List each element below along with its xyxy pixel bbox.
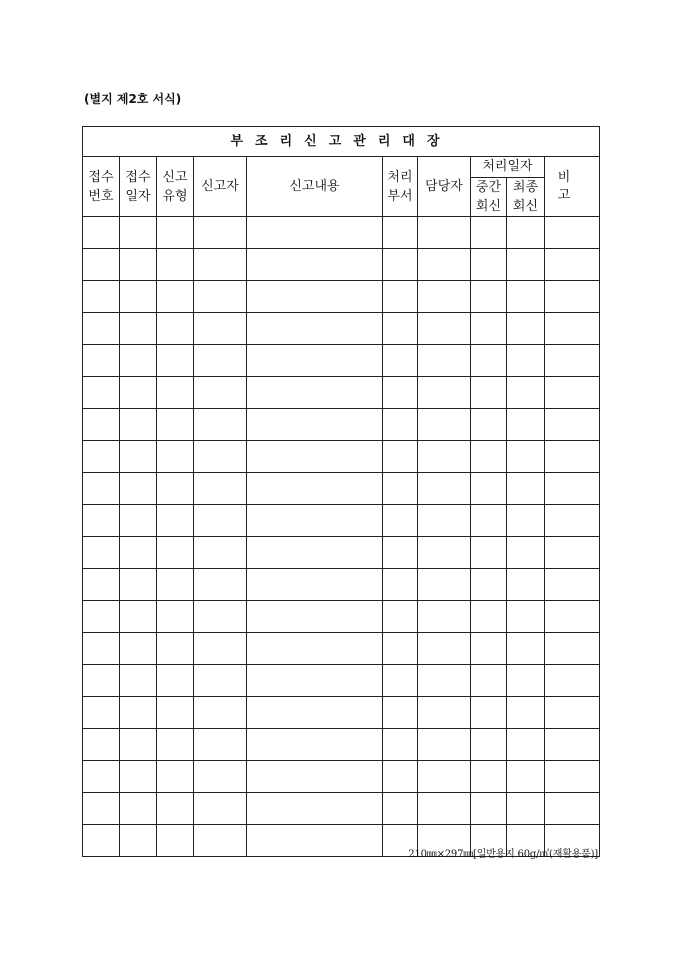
cell-receipt-number bbox=[83, 409, 120, 441]
report-ledger-table bbox=[82, 126, 600, 857]
cell-handling-dept bbox=[383, 537, 418, 569]
header-report-content: 신고내용 bbox=[247, 157, 383, 217]
cell-final-reply bbox=[507, 633, 545, 665]
cell-report-type bbox=[157, 473, 194, 505]
cell-interim-reply bbox=[471, 793, 507, 825]
cell-remarks bbox=[545, 377, 600, 409]
cell-handling-dept bbox=[383, 793, 418, 825]
table-row bbox=[83, 441, 600, 473]
cell-remarks bbox=[545, 281, 600, 313]
cell-reporter bbox=[194, 697, 247, 729]
cell-remarks bbox=[545, 217, 600, 249]
cell-reporter bbox=[194, 729, 247, 761]
cell-remarks bbox=[545, 761, 600, 793]
cell-reporter bbox=[194, 633, 247, 665]
cell-receipt-number bbox=[83, 313, 120, 345]
cell-report-type bbox=[157, 569, 194, 601]
cell-final-reply bbox=[507, 601, 545, 633]
cell-interim-reply bbox=[471, 217, 507, 249]
cell-reporter bbox=[194, 345, 247, 377]
cell-interim-reply bbox=[471, 729, 507, 761]
cell-report-content bbox=[247, 281, 383, 313]
cell-reporter bbox=[194, 409, 247, 441]
cell-receipt-number bbox=[83, 505, 120, 537]
cell-report-type bbox=[157, 825, 194, 857]
table-row bbox=[83, 281, 600, 313]
header-processing-date: 처리일자 bbox=[471, 157, 545, 178]
cell-handling-dept bbox=[383, 313, 418, 345]
cell-report-type bbox=[157, 665, 194, 697]
cell-receipt-date bbox=[120, 345, 157, 377]
cell-receipt-date bbox=[120, 729, 157, 761]
cell-receipt-number bbox=[83, 825, 120, 857]
cell-interim-reply bbox=[471, 697, 507, 729]
cell-report-type bbox=[157, 249, 194, 281]
cell-report-content bbox=[247, 729, 383, 761]
cell-final-reply bbox=[507, 537, 545, 569]
cell-interim-reply bbox=[471, 249, 507, 281]
cell-report-content bbox=[247, 537, 383, 569]
cell-receipt-date bbox=[120, 761, 157, 793]
cell-receipt-date bbox=[120, 249, 157, 281]
cell-remarks bbox=[545, 633, 600, 665]
cell-report-type bbox=[157, 697, 194, 729]
cell-report-type bbox=[157, 793, 194, 825]
cell-report-type bbox=[157, 505, 194, 537]
cell-receipt-date bbox=[120, 217, 157, 249]
cell-report-content bbox=[247, 249, 383, 281]
cell-receipt-number bbox=[83, 665, 120, 697]
cell-receipt-date bbox=[120, 537, 157, 569]
cell-report-content bbox=[247, 505, 383, 537]
cell-receipt-date bbox=[120, 665, 157, 697]
table-row bbox=[83, 729, 600, 761]
table-row bbox=[83, 473, 600, 505]
table-row bbox=[83, 665, 600, 697]
cell-remarks bbox=[545, 441, 600, 473]
cell-report-content bbox=[247, 473, 383, 505]
cell-officer bbox=[418, 345, 471, 377]
cell-officer bbox=[418, 793, 471, 825]
cell-receipt-date bbox=[120, 697, 157, 729]
cell-remarks bbox=[545, 505, 600, 537]
cell-final-reply bbox=[507, 345, 545, 377]
table-row bbox=[83, 697, 600, 729]
table-row bbox=[83, 409, 600, 441]
cell-report-content bbox=[247, 633, 383, 665]
cell-officer bbox=[418, 409, 471, 441]
table-row bbox=[83, 793, 600, 825]
cell-remarks bbox=[545, 345, 600, 377]
title-row bbox=[83, 127, 600, 157]
cell-report-content bbox=[247, 409, 383, 441]
cell-receipt-date bbox=[120, 601, 157, 633]
cell-final-reply bbox=[507, 729, 545, 761]
cell-reporter bbox=[194, 377, 247, 409]
cell-officer bbox=[418, 665, 471, 697]
cell-final-reply bbox=[507, 217, 545, 249]
cell-receipt-number bbox=[83, 217, 120, 249]
cell-receipt-date bbox=[120, 409, 157, 441]
cell-reporter bbox=[194, 761, 247, 793]
header-handling-dept: 처리 부서 bbox=[383, 157, 418, 217]
cell-report-content bbox=[247, 377, 383, 409]
cell-receipt-number bbox=[83, 345, 120, 377]
cell-reporter bbox=[194, 537, 247, 569]
cell-handling-dept bbox=[383, 409, 418, 441]
cell-report-type bbox=[157, 601, 194, 633]
cell-report-content bbox=[247, 793, 383, 825]
cell-handling-dept bbox=[383, 441, 418, 473]
cell-receipt-number bbox=[83, 249, 120, 281]
cell-interim-reply bbox=[471, 281, 507, 313]
cell-officer bbox=[418, 217, 471, 249]
cell-handling-dept bbox=[383, 601, 418, 633]
cell-officer bbox=[418, 281, 471, 313]
cell-final-reply bbox=[507, 505, 545, 537]
cell-receipt-number bbox=[83, 281, 120, 313]
cell-final-reply bbox=[507, 697, 545, 729]
cell-handling-dept bbox=[383, 217, 418, 249]
cell-interim-reply bbox=[471, 761, 507, 793]
cell-officer bbox=[418, 569, 471, 601]
ledger-body bbox=[83, 217, 600, 857]
cell-report-type bbox=[157, 217, 194, 249]
cell-receipt-date bbox=[120, 441, 157, 473]
cell-reporter bbox=[194, 825, 247, 857]
cell-receipt-number bbox=[83, 729, 120, 761]
cell-report-content bbox=[247, 601, 383, 633]
cell-officer bbox=[418, 729, 471, 761]
cell-remarks bbox=[545, 473, 600, 505]
cell-report-content bbox=[247, 761, 383, 793]
cell-remarks bbox=[545, 697, 600, 729]
cell-reporter bbox=[194, 569, 247, 601]
cell-report-type bbox=[157, 377, 194, 409]
cell-officer bbox=[418, 633, 471, 665]
header-officer: 담당자 bbox=[418, 157, 471, 217]
cell-reporter bbox=[194, 313, 247, 345]
table-row bbox=[83, 505, 600, 537]
cell-remarks bbox=[545, 793, 600, 825]
cell-final-reply bbox=[507, 313, 545, 345]
cell-interim-reply bbox=[471, 441, 507, 473]
cell-handling-dept bbox=[383, 249, 418, 281]
form-number-label: (별지 제2호 서식) bbox=[84, 92, 182, 106]
cell-receipt-date bbox=[120, 825, 157, 857]
cell-officer bbox=[418, 601, 471, 633]
cell-officer bbox=[418, 377, 471, 409]
table-row bbox=[83, 217, 600, 249]
table-row bbox=[83, 633, 600, 665]
cell-remarks bbox=[545, 537, 600, 569]
cell-report-type bbox=[157, 313, 194, 345]
cell-remarks bbox=[545, 569, 600, 601]
cell-interim-reply bbox=[471, 665, 507, 697]
cell-handling-dept bbox=[383, 473, 418, 505]
cell-report-type bbox=[157, 729, 194, 761]
table-row bbox=[83, 313, 600, 345]
cell-reporter bbox=[194, 441, 247, 473]
header-remarks: 비 고 bbox=[545, 157, 600, 217]
cell-handling-dept bbox=[383, 569, 418, 601]
cell-report-type bbox=[157, 281, 194, 313]
cell-officer bbox=[418, 473, 471, 505]
cell-officer bbox=[418, 537, 471, 569]
cell-handling-dept bbox=[383, 697, 418, 729]
cell-remarks bbox=[545, 409, 600, 441]
cell-report-type bbox=[157, 409, 194, 441]
cell-handling-dept bbox=[383, 665, 418, 697]
paper-spec-note: 210㎜×297㎜[일반용지 60g/㎡(재활용품)] bbox=[408, 849, 598, 860]
cell-receipt-number bbox=[83, 697, 120, 729]
cell-interim-reply bbox=[471, 377, 507, 409]
cell-officer bbox=[418, 249, 471, 281]
cell-receipt-date bbox=[120, 505, 157, 537]
cell-report-content bbox=[247, 345, 383, 377]
cell-report-content bbox=[247, 665, 383, 697]
cell-receipt-number bbox=[83, 793, 120, 825]
header-receipt-number: 접수 번호 bbox=[83, 157, 120, 217]
cell-handling-dept bbox=[383, 377, 418, 409]
cell-final-reply bbox=[507, 665, 545, 697]
cell-report-type bbox=[157, 761, 194, 793]
cell-officer bbox=[418, 505, 471, 537]
cell-interim-reply bbox=[471, 473, 507, 505]
cell-receipt-number bbox=[83, 633, 120, 665]
cell-final-reply bbox=[507, 377, 545, 409]
cell-interim-reply bbox=[471, 505, 507, 537]
cell-final-reply bbox=[507, 441, 545, 473]
cell-final-reply bbox=[507, 473, 545, 505]
cell-interim-reply bbox=[471, 537, 507, 569]
cell-report-content bbox=[247, 441, 383, 473]
table-row bbox=[83, 249, 600, 281]
cell-remarks bbox=[545, 313, 600, 345]
cell-handling-dept bbox=[383, 345, 418, 377]
cell-report-type bbox=[157, 441, 194, 473]
cell-receipt-date bbox=[120, 793, 157, 825]
cell-officer bbox=[418, 441, 471, 473]
cell-receipt-number bbox=[83, 601, 120, 633]
cell-receipt-date bbox=[120, 569, 157, 601]
cell-handling-dept bbox=[383, 505, 418, 537]
cell-officer bbox=[418, 761, 471, 793]
table-row bbox=[83, 569, 600, 601]
table-row bbox=[83, 601, 600, 633]
cell-final-reply bbox=[507, 793, 545, 825]
cell-receipt-date bbox=[120, 313, 157, 345]
header-final-reply: 최종 회신 bbox=[507, 178, 545, 217]
cell-receipt-number bbox=[83, 377, 120, 409]
cell-receipt-date bbox=[120, 473, 157, 505]
cell-remarks bbox=[545, 249, 600, 281]
cell-report-content bbox=[247, 569, 383, 601]
cell-receipt-date bbox=[120, 633, 157, 665]
cell-reporter bbox=[194, 793, 247, 825]
cell-reporter bbox=[194, 473, 247, 505]
cell-reporter bbox=[194, 249, 247, 281]
ledger-title: 부조리신고관리대장 bbox=[83, 127, 600, 157]
cell-interim-reply bbox=[471, 601, 507, 633]
table-row bbox=[83, 537, 600, 569]
header-row-top bbox=[83, 157, 600, 178]
cell-interim-reply bbox=[471, 345, 507, 377]
cell-receipt-number bbox=[83, 761, 120, 793]
cell-reporter bbox=[194, 665, 247, 697]
cell-officer bbox=[418, 697, 471, 729]
cell-receipt-number bbox=[83, 473, 120, 505]
cell-handling-dept bbox=[383, 729, 418, 761]
cell-final-reply bbox=[507, 409, 545, 441]
header-report-type: 신고 유형 bbox=[157, 157, 194, 217]
cell-report-content bbox=[247, 697, 383, 729]
table-row bbox=[83, 345, 600, 377]
cell-report-content bbox=[247, 313, 383, 345]
cell-report-content bbox=[247, 217, 383, 249]
cell-receipt-number bbox=[83, 441, 120, 473]
cell-interim-reply bbox=[471, 633, 507, 665]
cell-report-type bbox=[157, 537, 194, 569]
cell-final-reply bbox=[507, 569, 545, 601]
cell-remarks bbox=[545, 665, 600, 697]
cell-final-reply bbox=[507, 249, 545, 281]
cell-interim-reply bbox=[471, 313, 507, 345]
cell-report-type bbox=[157, 345, 194, 377]
cell-final-reply bbox=[507, 281, 545, 313]
cell-interim-reply bbox=[471, 569, 507, 601]
cell-reporter bbox=[194, 281, 247, 313]
table-row bbox=[83, 761, 600, 793]
cell-interim-reply bbox=[471, 409, 507, 441]
cell-remarks bbox=[545, 729, 600, 761]
cell-reporter bbox=[194, 217, 247, 249]
cell-reporter bbox=[194, 505, 247, 537]
cell-handling-dept bbox=[383, 281, 418, 313]
cell-final-reply bbox=[507, 761, 545, 793]
cell-officer bbox=[418, 313, 471, 345]
cell-reporter bbox=[194, 601, 247, 633]
header-interim-reply: 중간 회신 bbox=[471, 178, 507, 217]
cell-receipt-date bbox=[120, 377, 157, 409]
table-row bbox=[83, 377, 600, 409]
cell-receipt-date bbox=[120, 281, 157, 313]
cell-receipt-number bbox=[83, 569, 120, 601]
cell-report-type bbox=[157, 633, 194, 665]
cell-report-content bbox=[247, 825, 383, 857]
cell-handling-dept bbox=[383, 761, 418, 793]
cell-remarks bbox=[545, 601, 600, 633]
header-receipt-date: 접수 일자 bbox=[120, 157, 157, 217]
cell-handling-dept bbox=[383, 633, 418, 665]
header-reporter: 신고자 bbox=[194, 157, 247, 217]
cell-receipt-number bbox=[83, 537, 120, 569]
